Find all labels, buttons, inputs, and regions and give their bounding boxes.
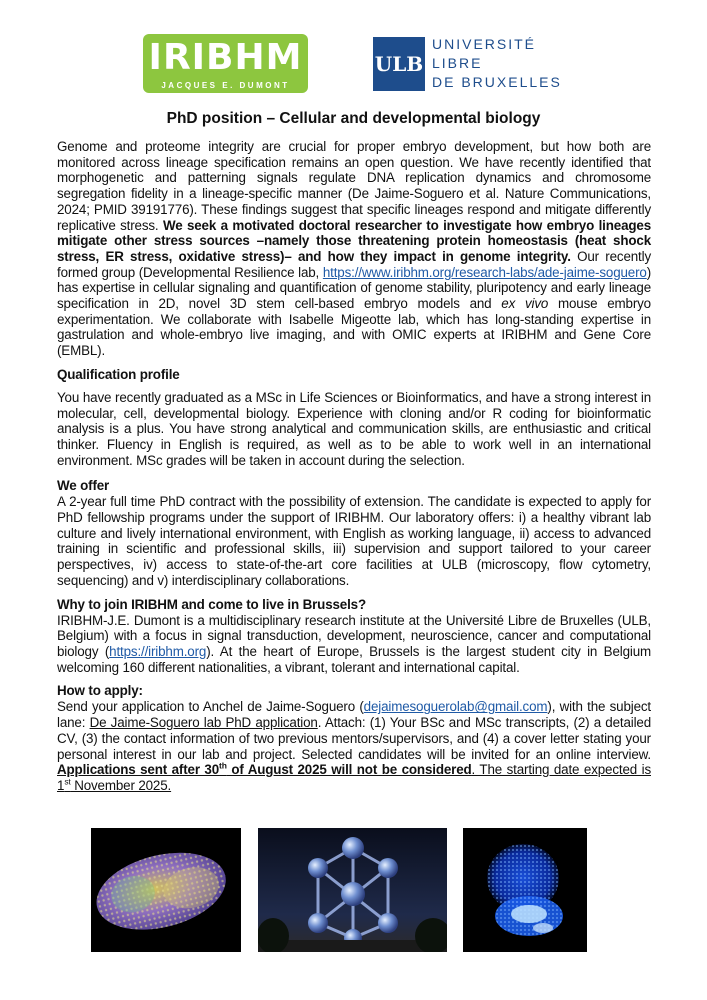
apply-paragraph: Send your application to Anchel de Jaime-Soguero (dejaimesoguerolab@gmail.com), with the subject lane: De Jaime-Soguero lab PhD application. Attach: (1) Your BSc and MSc transcripts, (2) a detailed CV, (3) the contact information of two previous mentors/supervisors, and (4) a cover letter stating your personal interest in our lab and project. Selected candidates will be invited for an online interview. Applications sent after 30th of August 2025 will not be considered. The starting date expected is 1st November 2025. xyxy=(57,699,651,793)
embryo-fluorescence-image xyxy=(91,828,241,952)
blue-fluorescence-image xyxy=(463,828,587,952)
lab-website-link[interactable]: https://www.iribhm.org/research-labs/ade-jaime-soguero xyxy=(322,264,647,280)
intro-paragraph: Genome and proteome integrity are crucial for proper embryo development, but how both are monitored across lineage specification remains an open question. We have recently identified that morphogenetic and patterning signals regulate DNA replication dynamics and chromosome segregation fidelity in a lineage-specific manner (De Jaime-Soguero et al. Nature Communications, 2024; PMID 39191776). These findings suggest that specific lineages respond and mitigate differently replicative stress. We seek a motivated doctoral researcher to investigate how embryo lineages mitigate other stress sources –namely those threatening protein homeostasis (heat shock stress, ER stress, oxidative stress)– and how they impact in genome integrity. Our recently formed group (Developmental Resilience lab, https://www.iribhm.org/research-labs/ade-jaime-soguero) has expertise in cellular signaling and quantification of genome stability, pluripotency and early lineage specification in 2D, novel 3D stem cell-based embryo models and ex vivo mouse embryo experimentation. We collaborate with Isabelle Migeotte lab, which has long-standing expertise in gastrulation and whole-embryo live imaging, and with OMIC experts at IRIBHM and Gene Core (EMBL). xyxy=(57,139,651,359)
offer-paragraph: A 2-year full time PhD contract with the possibility of extension. The candidate is expected to apply for PhD fellowship programs under the support of IRIBHM. Our laboratory offers: i) a healthy vibrant lab culture and lively international environment, with English as working language, ii) access to advanced training in scientific and professional skills, iii) supervision and support tailored to your career perspectives, iv) access to state-of-the-art core facilities at ULB (microscopy, flow cytometry, sequencing) and v) interdisciplinary collaborations. xyxy=(57,494,651,588)
email-subject-line: De Jaime-Soguero lab PhD application xyxy=(89,715,318,731)
start-date: . The starting date expected is 1st November 2025. xyxy=(57,762,651,793)
iribhm-website-link[interactable]: https://iribhm.org xyxy=(109,643,207,659)
page-title: PhD position – Cellular and developmental biology xyxy=(166,110,541,127)
qualification-heading: Qualification profile xyxy=(57,366,180,382)
qualification-paragraph: You have recently graduated as a MSc in Life Sciences or Bioinformatics, and have a strong interest in molecular, cell, developmental biology. Experience with cloning and/or R coding for bioinformatic analysis is a plus. You have strong analytical and communication skills, are enthusiastic and critical thinker. Fluency in English is required, as well as to be able to work well in an international environment. MSc grades will be taken in account during the selection. xyxy=(57,389,651,468)
why-paragraph: IRIBHM-J.E. Dumont is a multidisciplinary research institute at the Université Libre de Bruxelles (ULB, Belgium) with a focus in signal transduction, development, neuroscience, cancer and computational biology (https://iribhm.org). At the heart of Europe, Brussels is the largest student city in Belgium welcoming 160 different nationalities, a vibrant, tolerant and international capital. xyxy=(57,612,652,675)
iribhm-logo xyxy=(143,34,308,93)
contact-email-link[interactable]: dejaimesoguerolab@gmail.com xyxy=(363,699,548,715)
apply-heading: How to apply: xyxy=(57,683,143,699)
research-aim: We seek a motivated doctoral researcher to investigate how embryo lineages mitigate other stress sources –namely those threatening protein homeostasis (heat shock stress, ER stress, oxidative stress)– and how they impact in genome integrity. xyxy=(57,217,651,264)
iribhm-logo-mark: IRIBHM xyxy=(148,37,303,78)
document-body xyxy=(57,139,651,794)
why-heading: Why to join IRIBHM and come to live in Brussels? xyxy=(57,596,367,612)
offer-heading: We offer xyxy=(57,478,110,494)
ulb-logo-box: ULB xyxy=(373,37,425,91)
atomium-photo xyxy=(258,828,447,952)
deadline-notice: Applications sent after 30th of August 2025 will not be considered xyxy=(57,760,472,778)
iribhm-logo-subtitle: JACQUES E. DUMONT xyxy=(161,81,290,90)
ulb-logo-wordmark: UNIVERSITÉ LIBRE DE BRUXELLES xyxy=(432,36,562,90)
